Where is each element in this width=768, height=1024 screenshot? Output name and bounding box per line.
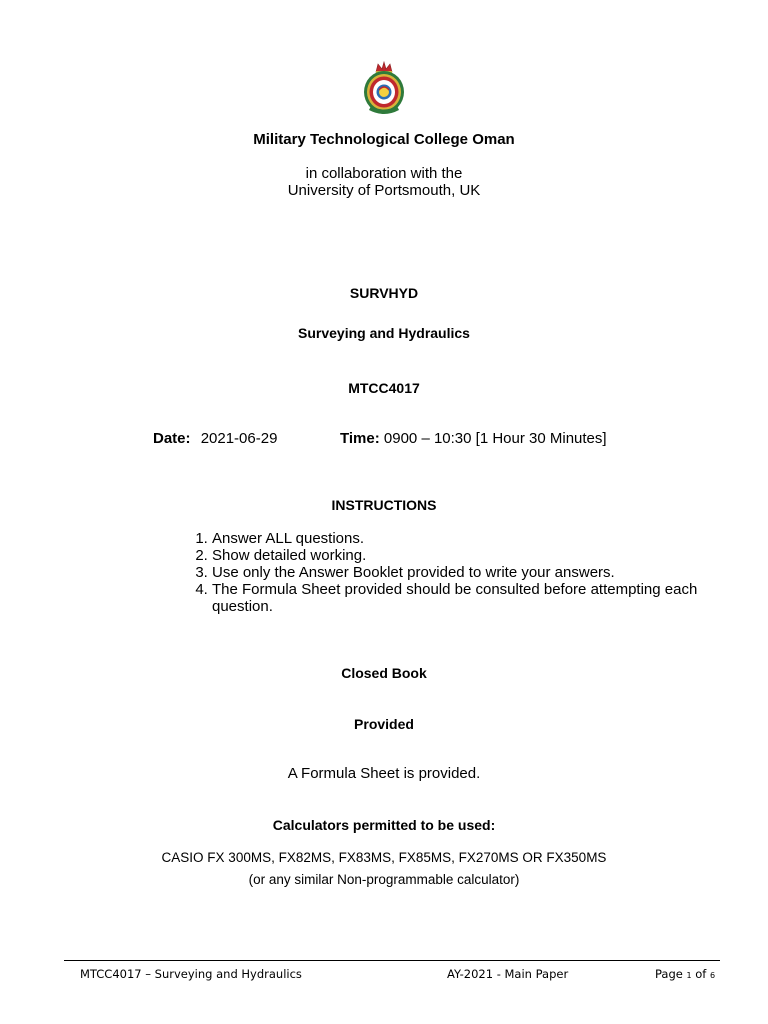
instruction-item: 1. Answer ALL questions. — [212, 530, 712, 547]
instructions-heading: INSTRUCTIONS — [331, 497, 437, 513]
course-short-code: SURVHYD — [349, 285, 419, 301]
footer-module: MTCC4017 – Surveying and Hydraulics — [80, 967, 302, 981]
page-current: 1 — [686, 971, 692, 980]
instruction-item: 4. The Formula Sheet provided should be consulted before attempting each question. — [212, 581, 712, 615]
provided-text: A Formula Sheet is provided. — [287, 765, 481, 782]
page-total: 6 — [710, 971, 716, 980]
date-value: 2021-06-29 — [200, 430, 278, 447]
time-group — [340, 430, 607, 447]
module-code: MTCC4017 — [348, 380, 420, 396]
calculator-models: CASIO FX 300MS, FX82MS, FX83MS, FX85MS, FX270MS OR FX350MS — [161, 850, 607, 865]
exam-type: Closed Book — [341, 665, 427, 681]
instruction-item: 2. Show detailed working. — [212, 547, 712, 564]
time-label: Time: — [340, 430, 380, 447]
calculator-note: (or any similar Non-programmable calculator) — [248, 872, 520, 887]
provided-heading: Provided — [354, 716, 414, 732]
partner-university: University of Portsmouth, UK — [287, 182, 481, 199]
instructions-list — [190, 530, 712, 615]
time-value: 0900 – 10:30 [1 Hour 30 Minutes] — [383, 430, 607, 447]
calculators-heading: Calculators permitted to be used: — [272, 817, 496, 833]
footer-page-number — [655, 967, 715, 983]
college-crest-icon — [361, 60, 407, 118]
page-label: Page — [655, 967, 683, 981]
collaboration-line: in collaboration with the — [305, 165, 463, 182]
date-label: Date: — [153, 430, 191, 447]
footer-paper: AY-2021 - Main Paper — [447, 967, 569, 981]
instruction-item: 3. Use only the Answer Booklet provided to write your answers. — [212, 564, 712, 581]
footer-divider — [64, 960, 720, 961]
college-name: Military Technological College Oman — [253, 131, 515, 148]
page-of: of — [695, 967, 707, 981]
exam-schedule — [153, 430, 607, 447]
course-title: Surveying and Hydraulics — [298, 325, 470, 341]
